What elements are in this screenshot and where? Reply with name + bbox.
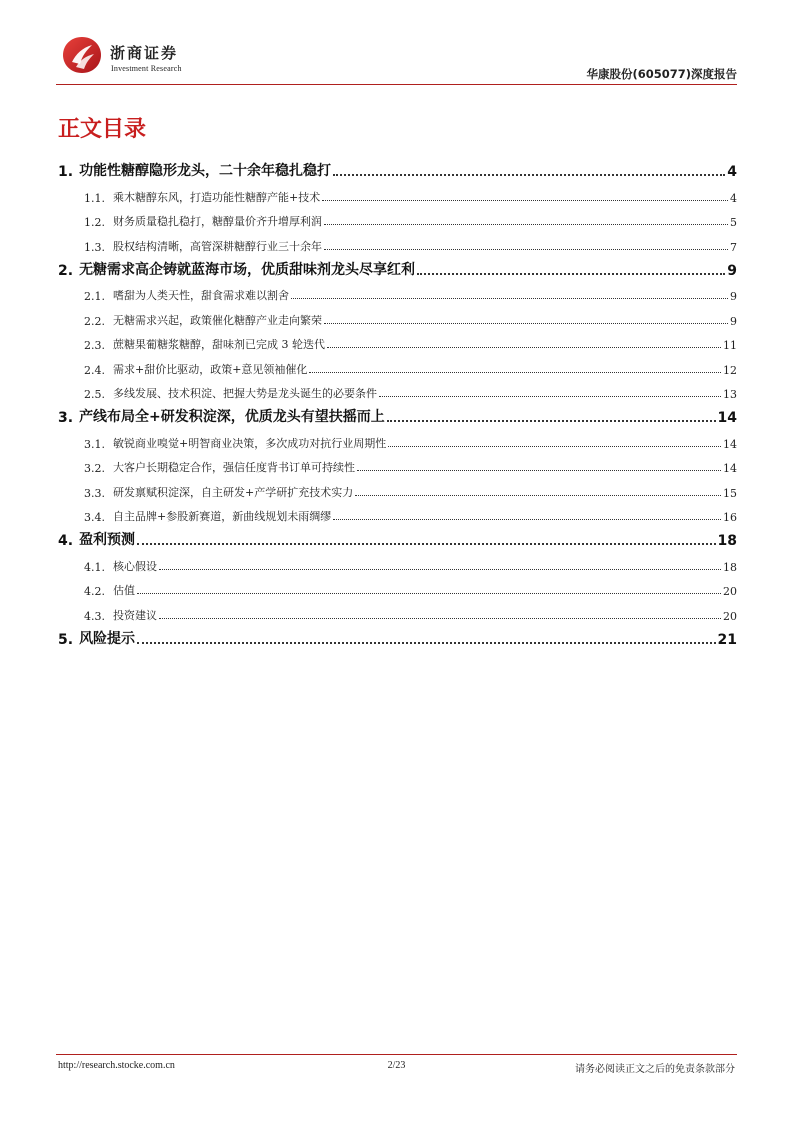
toc-section-number: 4. bbox=[58, 533, 74, 549]
toc-subsection-title: 研发禀赋积淀深，自主研发+产学研扩充技术实力 bbox=[113, 485, 354, 499]
toc-subsection-number: 3.2. bbox=[84, 462, 105, 475]
page-header bbox=[58, 36, 737, 86]
toc-subsection-2-3[interactable] bbox=[58, 328, 737, 353]
toc-subsection-number: 4.1. bbox=[84, 560, 105, 574]
toc-section-1[interactable] bbox=[58, 155, 737, 180]
toc-subsection-number: 4.2. bbox=[84, 585, 105, 598]
toc-subsection-title: 大客户长期稳定合作，强信任度背书订单可持续性 bbox=[113, 461, 355, 474]
toc-section-4[interactable] bbox=[58, 524, 737, 549]
toc-section-2[interactable] bbox=[58, 254, 737, 279]
toc-heading: 正文目录 bbox=[58, 117, 147, 142]
toc-section-page: 9 bbox=[727, 262, 737, 279]
toc-subsection-number: 1.2. bbox=[84, 216, 105, 229]
toc-subsection-page: 11 bbox=[723, 339, 737, 352]
toc-subsection-page: 20 bbox=[723, 585, 737, 598]
toc-dot-leader bbox=[137, 543, 715, 545]
footer-divider bbox=[56, 1054, 737, 1055]
toc-dot-leader bbox=[379, 396, 721, 397]
toc-subsection-3-4[interactable] bbox=[58, 500, 737, 525]
toc-subsection-title: 乘木糖醇东风，打造功能性糖醇产能+技术 bbox=[113, 190, 321, 204]
toc-subsection-4-2[interactable] bbox=[58, 574, 737, 599]
toc-section-5[interactable] bbox=[58, 623, 737, 648]
toc-subsection-title: 蔗糖果葡糖浆糖醇，甜味剂已完成 3 轮迭代 bbox=[113, 338, 325, 351]
toc-subsection-page: 16 bbox=[723, 511, 737, 524]
toc-dot-leader bbox=[159, 569, 721, 570]
toc-section-title: 盈利预测 bbox=[79, 532, 136, 548]
toc-subsection-page: 15 bbox=[723, 486, 737, 500]
toc-subsection-3-2[interactable] bbox=[58, 451, 737, 476]
toc-subsection-page: 9 bbox=[730, 314, 737, 328]
toc-subsection-1-1[interactable] bbox=[58, 180, 737, 205]
toc-subsection-number: 3.1. bbox=[84, 437, 105, 451]
toc-subsection-number: 3.4. bbox=[84, 511, 105, 524]
toc-dot-leader bbox=[324, 249, 728, 250]
toc-dot-leader bbox=[357, 470, 721, 471]
toc-subsection-title: 无糖需求兴起，政策催化糖醇产业走向繁荣 bbox=[113, 313, 322, 327]
toc-dot-leader bbox=[417, 273, 725, 275]
toc-subsection-page: 9 bbox=[730, 290, 737, 303]
toc-dot-leader bbox=[333, 174, 725, 176]
footer-page-number: 2/23 bbox=[387, 1060, 406, 1071]
toc-section-3[interactable] bbox=[58, 401, 737, 426]
toc-dot-leader bbox=[137, 593, 721, 594]
toc-section-title: 无糖需求高企铸就蓝海市场，优质甜味剂龙头尽享红利 bbox=[79, 261, 416, 278]
toc-subsection-page: 5 bbox=[730, 216, 737, 229]
toc-subsection-number: 1.3. bbox=[84, 240, 105, 254]
toc-subsection-3-1[interactable] bbox=[58, 426, 737, 451]
toc-subsection-number: 2.2. bbox=[84, 314, 105, 328]
toc-dot-leader bbox=[309, 372, 721, 373]
toc-dot-leader bbox=[291, 298, 728, 299]
toc-section-page: 18 bbox=[717, 533, 737, 549]
toc-dot-leader bbox=[322, 200, 728, 201]
toc-dot-leader bbox=[387, 420, 716, 422]
toc-subsection-4-1[interactable] bbox=[58, 549, 737, 574]
toc-section-number: 5. bbox=[58, 631, 74, 648]
toc-subsection-page: 4 bbox=[730, 191, 737, 205]
zheshang-logo-icon bbox=[62, 36, 102, 74]
toc-subsection-page: 7 bbox=[730, 240, 737, 254]
toc-section-number: 3. bbox=[58, 410, 74, 426]
footer-disclaimer: 请务必阅读正文之后的免责条款部分 bbox=[575, 1064, 735, 1075]
toc-subsection-2-4[interactable] bbox=[58, 352, 737, 377]
toc-section-page: 14 bbox=[717, 410, 737, 426]
toc-dot-leader bbox=[388, 446, 721, 447]
footer-url[interactable]: http://research.stocke.com.cn bbox=[58, 1060, 175, 1071]
toc-subsection-title: 投资建议 bbox=[113, 608, 157, 622]
toc-subsection-1-2[interactable] bbox=[58, 205, 737, 230]
toc-dot-leader bbox=[324, 323, 728, 324]
toc-subsection-2-5[interactable] bbox=[58, 377, 737, 402]
toc-subsection-number: 1.1. bbox=[84, 191, 105, 205]
toc-section-title: 功能性糖醇隐形龙头，二十余年稳扎稳打 bbox=[79, 163, 332, 179]
toc-subsection-page: 14 bbox=[723, 462, 737, 475]
report-title: 华康股份(605077)深度报告 bbox=[586, 67, 737, 81]
toc-subsection-number: 2.3. bbox=[84, 339, 105, 352]
toc-subsection-title: 核心假设 bbox=[113, 559, 157, 573]
toc-subsection-page: 12 bbox=[723, 363, 737, 377]
toc-subsection-4-3[interactable] bbox=[58, 598, 737, 623]
toc-section-number: 1. bbox=[58, 164, 74, 180]
toc-subsection-3-3[interactable] bbox=[58, 475, 737, 500]
toc-subsection-page: 20 bbox=[723, 609, 737, 623]
toc-subsection-number: 2.5. bbox=[84, 388, 105, 401]
toc-subsection-page: 14 bbox=[723, 437, 737, 451]
toc-dot-leader bbox=[137, 642, 715, 644]
brand-name-en: Investment Research bbox=[111, 64, 182, 73]
toc-section-title: 产线布局全+研发积淀深，优质龙头有望扶摇而上 bbox=[79, 409, 385, 425]
toc-subsection-number: 4.3. bbox=[84, 609, 105, 623]
toc-subsection-title: 估值 bbox=[113, 584, 135, 597]
toc-subsection-title: 股权结构清晰，高管深耕糖醇行业三十余年 bbox=[113, 239, 322, 253]
toc-subsection-title: 多线发展、技术积淀、把握大势是龙头诞生的必要条件 bbox=[113, 387, 377, 400]
toc-subsection-title: 嗜甜为人类天性，甜食需求难以割舍 bbox=[113, 289, 289, 302]
table-of-contents bbox=[58, 155, 737, 648]
toc-section-number: 2. bbox=[58, 262, 74, 279]
toc-subsection-2-2[interactable] bbox=[58, 303, 737, 328]
toc-subsection-title: 需求+甜价比驱动，政策+意见领袖催化 bbox=[113, 362, 308, 376]
toc-subsection-number: 2.4. bbox=[84, 363, 105, 377]
toc-subsection-number: 2.1. bbox=[84, 290, 105, 303]
toc-subsection-number: 3.3. bbox=[84, 486, 105, 500]
toc-dot-leader bbox=[324, 224, 728, 225]
toc-subsection-title: 财务质量稳扎稳打，糖醇量价齐升增厚利润 bbox=[113, 215, 322, 228]
toc-subsection-title: 自主品牌+参股新赛道，新曲线规划未雨绸缪 bbox=[113, 510, 332, 523]
toc-dot-leader bbox=[355, 495, 721, 496]
toc-dot-leader bbox=[327, 347, 721, 348]
header-divider bbox=[56, 84, 737, 85]
toc-dot-leader bbox=[159, 618, 721, 619]
toc-subsection-title: 敏锐商业嗅觉+明智商业决策，多次成功对抗行业周期性 bbox=[113, 436, 387, 450]
toc-section-page: 21 bbox=[717, 631, 737, 648]
brand-name-cn: 浙商证券 bbox=[110, 44, 179, 62]
toc-subsection-1-3[interactable] bbox=[58, 229, 737, 254]
toc-subsection-page: 13 bbox=[723, 388, 737, 401]
toc-subsection-2-1[interactable] bbox=[58, 279, 737, 304]
toc-subsection-page: 18 bbox=[723, 560, 737, 574]
toc-section-page: 4 bbox=[727, 164, 737, 180]
toc-dot-leader bbox=[333, 519, 721, 520]
toc-section-title: 风险提示 bbox=[79, 630, 136, 647]
